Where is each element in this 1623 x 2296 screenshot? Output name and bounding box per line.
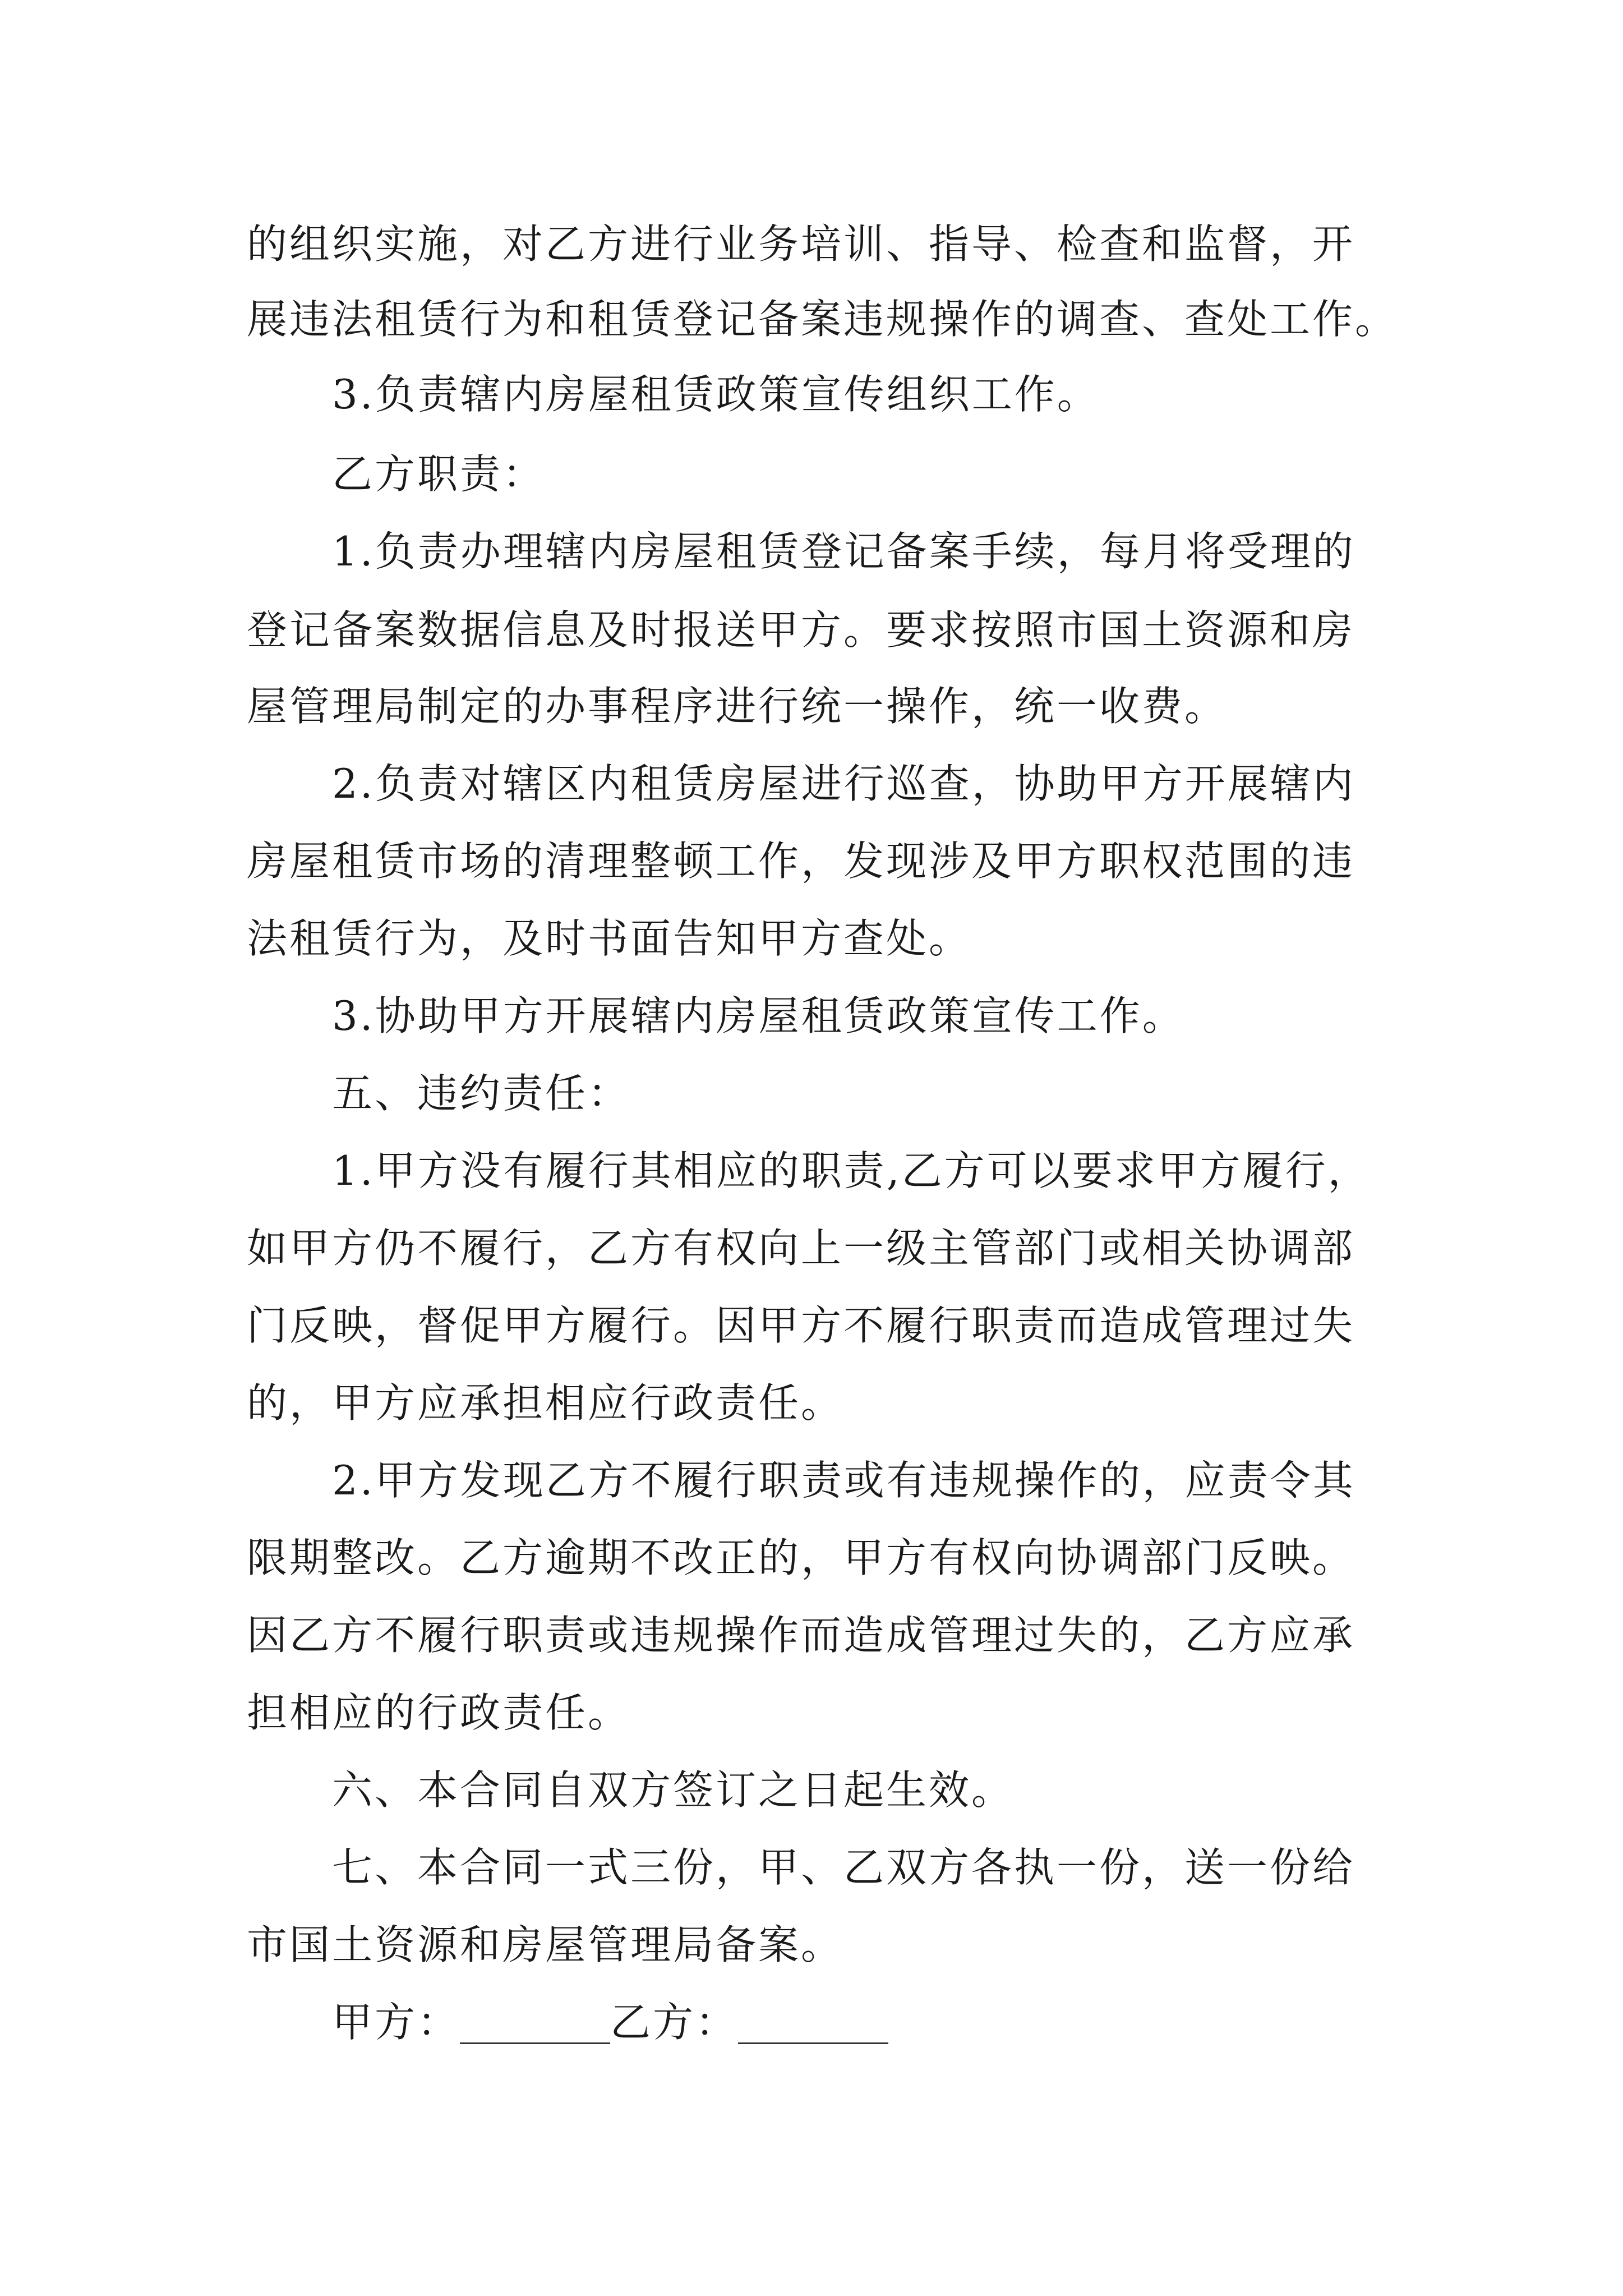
text-line: 六、本合同自双方签订之日起生效。 — [332, 1766, 1015, 1814]
text-line: 市国土资源和房屋管理局备案。 — [247, 1921, 844, 1968]
text-line: 屋管理局制定的办事程序进行统一操作，统一收费。 — [247, 683, 1228, 730]
text-line: 3.负责辖内房屋租赁政策宣传组织工作。 — [332, 371, 1100, 418]
text-line: 限期整改。乙方逾期不改正的，甲方有权向协调部门反映。 — [247, 1534, 1355, 1581]
section-heading: 乙方职责： — [332, 450, 546, 498]
text-line: 的组织实施，对乙方进行业务培训、指导、检查和监督，开 — [247, 220, 1355, 268]
section-heading: 五、违约责任： — [332, 1070, 631, 1117]
text-line: 3.协助甲方开展辖内房屋租赁政策宣传工作。 — [332, 992, 1185, 1039]
text-line: 2.负责对辖区内租赁房屋进行巡查，协助甲方开展辖内 — [332, 760, 1355, 807]
text-line: 因乙方不履行职责或违规操作而造成管理过失的，乙方应承 — [247, 1612, 1355, 1659]
text-line: 展违法租赁行为和租赁登记备案违规操作的调查、查处工作。 — [247, 296, 1398, 343]
text-line: 法租赁行为，及时书面告知甲方查处。 — [247, 915, 972, 962]
text-line: 1.负责办理辖内房屋租赁登记备案手续，每月将受理的 — [332, 528, 1355, 575]
text-line: 房屋租赁市场的清理整顿工作，发现涉及甲方职权范围的违 — [247, 838, 1355, 885]
text-line: 门反映，督促甲方履行。因甲方不履行职责而造成管理过失 — [247, 1302, 1355, 1349]
signature-line — [332, 1991, 888, 2053]
text-line: 担相应的行政责任。 — [247, 1689, 631, 1736]
text-line: 1.甲方没有履行其相应的职责,乙方可以要求甲方履行， — [332, 1147, 1371, 1194]
text-line: 的，甲方应承担相应行政责任。 — [247, 1379, 844, 1427]
text-line: 登记备案数据信息及时报送甲方。要求按照市国土资源和房 — [247, 606, 1355, 654]
party-b-label: 乙方： — [610, 1999, 739, 2046]
text-line: 2.甲方发现乙方不履行职责或有违规操作的，应责令其 — [332, 1457, 1355, 1504]
party-a-signature-blank — [460, 2003, 610, 2044]
party-a-label: 甲方： — [332, 1999, 460, 2046]
party-b-signature-blank — [738, 2003, 888, 2044]
text-line: 如甲方仍不履行，乙方有权向上一级主管部门或相关协调部 — [247, 1225, 1355, 1272]
text-line: 七、本合同一式三份，甲、乙双方各执一份，送一份给 — [332, 1844, 1355, 1891]
